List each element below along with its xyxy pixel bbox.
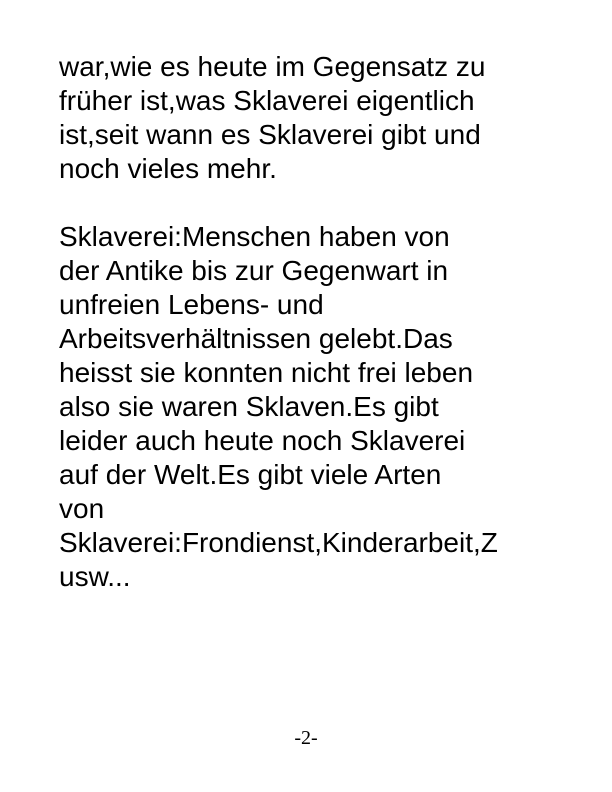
text-line: usw...: [59, 561, 131, 592]
text-line: heisst sie konnten nicht frei leben: [59, 357, 474, 388]
text-line: früher ist,was Sklaverei eigentlich: [59, 85, 475, 116]
document-body: [59, 50, 555, 594]
page-number: -2-: [294, 727, 318, 749]
text-line: von: [59, 493, 105, 524]
text-line: ist,seit wann es Sklaverei gibt und: [59, 119, 481, 150]
paragraph-slavery-definition: [59, 220, 555, 594]
text-line: Arbeitsverhältnissen gelebt.Das: [59, 323, 453, 354]
text-line: Sklaverei:Menschen haben von: [59, 221, 450, 252]
text-line: war,wie es heute im Gegensatz zu: [59, 51, 486, 82]
paragraph-spacer: [59, 186, 555, 220]
text-line: noch vieles mehr.: [59, 153, 277, 184]
text-line: also sie waren Sklaven.Es gibt: [59, 391, 439, 422]
text-line: unfreien Lebens- und: [59, 289, 324, 320]
text-line: leider auch heute noch Sklaverei: [59, 425, 466, 456]
text-line: Sklaverei:Frondienst,Kinderarbeit,Z: [59, 527, 498, 558]
text-line: der Antike bis zur Gegenwart in: [59, 255, 449, 286]
paragraph-intro-continuation: [59, 50, 555, 186]
text-line: auf der Welt.Es gibt viele Arten: [59, 459, 442, 490]
